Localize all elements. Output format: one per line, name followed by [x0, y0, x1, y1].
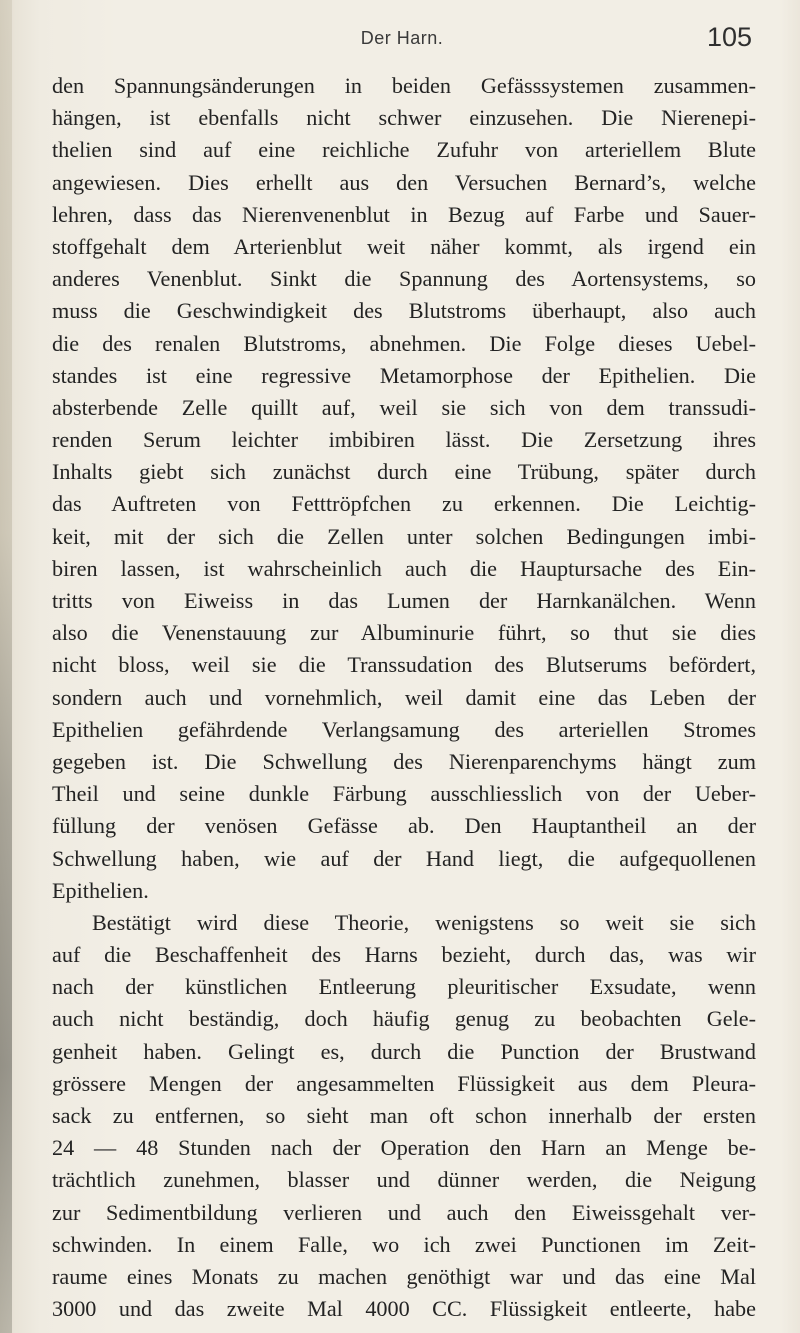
- text-line: renden Serum leichter imbibiren lässt. Die Zersetzung ihres: [52, 427, 756, 453]
- text-line: biren lassen, ist wahrscheinlich auch die Hauptursache des Ein-: [52, 555, 756, 581]
- text-line: lehren, dass das Nierenvenenblut in Bezug auf Farbe und Sauer-: [52, 201, 756, 227]
- text-line: füllung der venösen Gefässe ab. Den Hauptantheil an der: [52, 813, 756, 839]
- page-number: 105: [706, 22, 752, 52]
- text-line: standes ist eine regressive Metamorphose der Epithelien. Die: [52, 362, 756, 388]
- running-head: Der Harn.: [360, 28, 444, 48]
- text-line: trächtlich zunehmen, blasser und dünner werden, die Neigung: [52, 1167, 756, 1193]
- text-line: hängen, ist ebenfalls nicht schwer einzusehen. Die Nierenepi-: [52, 105, 756, 131]
- text-line: stoffgehalt dem Arterienblut weit näher kommt, als irgend ein: [52, 233, 756, 259]
- text-line: thelien sind auf eine reichliche Zufuhr von arteriellem Blute: [52, 137, 756, 163]
- text-line: keit, mit der sich die Zellen unter solchen Bedingungen imbi-: [52, 523, 756, 549]
- text-line: die des renalen Blutstroms, abnehmen. Die Folge dieses Uebel-: [52, 330, 756, 356]
- text-line: anderes Venenblut. Sinkt die Spannung des Aortensystems, so: [52, 266, 756, 292]
- text-line: sack zu entfernen, so sieht man oft schon innerhalb der ersten: [52, 1103, 756, 1128]
- text-line: tritts von Eiweiss in das Lumen der Harnkanälchen. Wenn: [52, 588, 756, 613]
- text-line: das Auftreten von Fetttröpfchen zu erkennen. Die Leichtig-: [52, 491, 756, 517]
- paragraph-start-line: Bestätigt wird diese Theorie, wenigstens so weit sie sich: [92, 909, 756, 935]
- text-line: auf die Beschaffenheit des Harns bezieht, durch das, was wir: [52, 942, 756, 968]
- text-line: gegeben ist. Die Schwellung des Nierenparenchyms hängt zum: [52, 748, 756, 774]
- text-line: grössere Mengen der angesammelten Flüssigkeit aus dem Pleura-: [52, 1070, 756, 1096]
- text-line: muss die Geschwindigkeit des Blutstroms überhaupt, also auch: [52, 298, 756, 324]
- text-line: angewiesen. Dies erhellt aus den Versuchen Bernard’s, welche: [52, 169, 756, 195]
- text-line: Schwellung haben, wie auf der Hand liegt, die aufgequollenen: [52, 845, 756, 871]
- text-line: Epithelien gefährdende Verlangsamung des arteriellen Stromes: [52, 716, 756, 742]
- text-line: 24 — 48 Stunden nach der Operation den Harn an Menge be-: [52, 1135, 756, 1161]
- text-line: raume eines Monats zu machen genöthigt war und das eine Mal: [52, 1263, 756, 1289]
- page-spine-shadow: [0, 0, 12, 1333]
- text-line: schwinden. In einem Falle, wo ich zwei Punctionen im Zeit-: [52, 1231, 756, 1257]
- text-line: sondern auch und vornehmlich, weil damit eine das Leben der: [52, 684, 756, 710]
- text-line: nach der künstlichen Entleerung pleuritischer Exsudate, wenn: [52, 974, 756, 1000]
- text-line: Inhalts giebt sich zunächst durch eine Trübung, später durch: [52, 459, 756, 485]
- text-line: nicht bloss, weil sie die Transsudation des Blutserums befördert,: [52, 652, 756, 678]
- text-line: genheit haben. Gelingt es, durch die Punction der Brustwand: [52, 1038, 756, 1064]
- page-header: [52, 22, 752, 56]
- text-line: zur Sedimentbildung verlieren und auch den Eiweissgehalt ver-: [52, 1199, 756, 1225]
- text-line: den Spannungsänderungen in beiden Gefässsystemen zusammen-: [52, 73, 756, 98]
- text-line: also die Venenstauung zur Albuminurie führt, so thut sie dies: [52, 620, 756, 646]
- paragraph-end-line: Epithelien.: [52, 877, 149, 903]
- body-text: [52, 70, 756, 1325]
- text-line: Theil und seine dunkle Färbung ausschliesslich von der Ueber-: [52, 781, 756, 807]
- text-line: 3000 und das zweite Mal 4000 CC. Flüssigkeit entleerte, habe: [52, 1296, 756, 1322]
- text-line: auch nicht beständig, doch häufig genug zu beobachten Gele-: [52, 1006, 756, 1032]
- text-line: absterbende Zelle quillt auf, weil sie sich von dem transsudi-: [52, 394, 756, 420]
